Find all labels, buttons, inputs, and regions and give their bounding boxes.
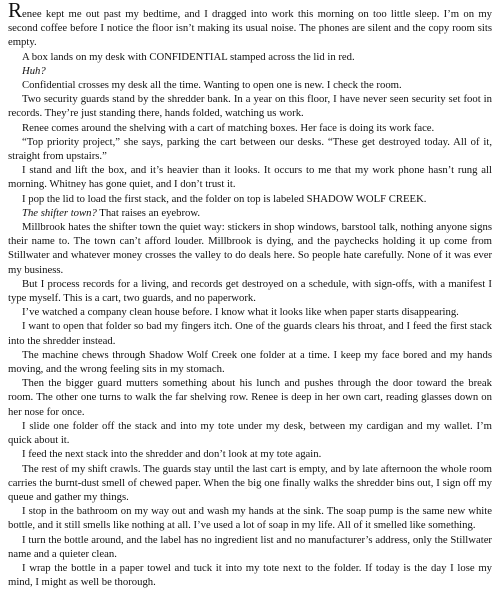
story-paragraph: I feed the next stack into the shredder and don’t look at my tote again. — [22, 448, 322, 461]
story-paragraph: A box lands on my desk with CONFIDENTIAL stamped across the lid in red. — [22, 50, 355, 63]
story-paragraph: Two security guards stand by the shredder bank. In a year on this floor, I have never seen security set foot in records. They’re just standing there, hands folded, watching us work. — [8, 93, 492, 120]
story-paragraph: I slide one folder off the stack and into my tote under my desk, between my cardigan and my wallet. I’m quick about it. — [8, 419, 492, 447]
emphasis-text: Huh? — [22, 64, 46, 77]
story-paragraph: I wrap the bottle in a paper towel and tuck it into my tote next to the folder. If today is the day I lose my mind, I might as well be thorough. — [8, 561, 492, 589]
story-opening-paragraph — [8, 0, 492, 50]
story-paragraph — [8, 206, 492, 220]
story-paragraph: I’ve watched a company clean house before. I know what it looks like when paper starts disappearing. — [22, 306, 459, 319]
story-paragraph: Confidential crosses my desk all the time. Wanting to open one is new. I check the room. — [22, 79, 402, 92]
story-paragraph: I want to open that folder so bad my fingers itch. One of the guards clears his throat, and I feed the first stack into the shredder instead. — [8, 320, 492, 347]
story-text: That raises an eyebrow. — [96, 206, 201, 219]
story-paragraph: Renee comes around the shelving with a cart of matching boxes. Her face is doing its work face. — [22, 121, 435, 134]
story-paragraph: But I process records for a living, and records get destroyed on a schedule, with sign-offs, with a manifest I type myself. This is a cart, two guards, and no paperwork. — [8, 277, 492, 305]
story-paragraph: Millbrook hates the shifter town the quiet way: stickers in shop windows, barstool talk, nothing anyone signs their name to. The town can’t afford louder. Millbrook is dying, and the paychecks holding it up come from Stillwater and whatever money crosses the valley to do deals here. So people hate carefully. None of it was ever my business. — [8, 221, 492, 276]
emphasis-text: The shifter town? — [22, 206, 97, 219]
drop-cap: R — [8, 0, 23, 22]
story-paragraph: The machine chews through Shadow Wolf Creek one folder at a time. I keep my face bored and my hands moving, and the wrong feeling sits in my stomach. — [8, 348, 492, 376]
story-paragraph: I stand and lift the box, and it’s heavier than it looks. It occurs to me that my work phone hasn’t rung all morning. Whitney has gone quiet, and I don’t trust it. — [8, 164, 492, 191]
story-paragraph: I pop the lid to load the first stack, and the folder on top is labeled SHADOW WOLF CREEK. — [22, 192, 427, 205]
story-paragraph: I turn the bottle around, and the label has no ingredient list and no manufacturer’s address, only the Stillwater name and a quieter clean. — [8, 533, 492, 560]
story-paragraph: The rest of my shift crawls. The guards stay until the last cart is empty, and by late afternoon the whole room carries the burnt-dust smell of chewed paper. When the big one finally walks the shredder bins out, I sign off my queue and gather my things. — [8, 462, 492, 503]
story-paragraph: “Top priority project,” she says, parking the cart between our desks. “These get destroyed today. All of it, straight from upstairs.” — [8, 135, 492, 163]
opening-text: enee kept me out past my bedtime, and I dragged into work this morning on too little sleep. I’m on my second coffee before I notice the floor isn’t making its usual noise. The phones are silent and the copy room sits empty. — [8, 8, 492, 49]
story-paragraph: I stop in the bathroom on my way out and wash my hands at the sink. The soap pump is the same new white bottle, and it still smells like nothing at all. I’ve used a lot of soap in my life. All of it smelled like something. — [8, 505, 492, 532]
story-paragraph: Then the bigger guard mutters something about his lunch and pushes through the door toward the break room. The other one turns to walk the far shelving row. Renee is deep in her own cart, reading glasses down on her nose for once. — [8, 377, 492, 418]
story-paragraph — [8, 64, 492, 78]
